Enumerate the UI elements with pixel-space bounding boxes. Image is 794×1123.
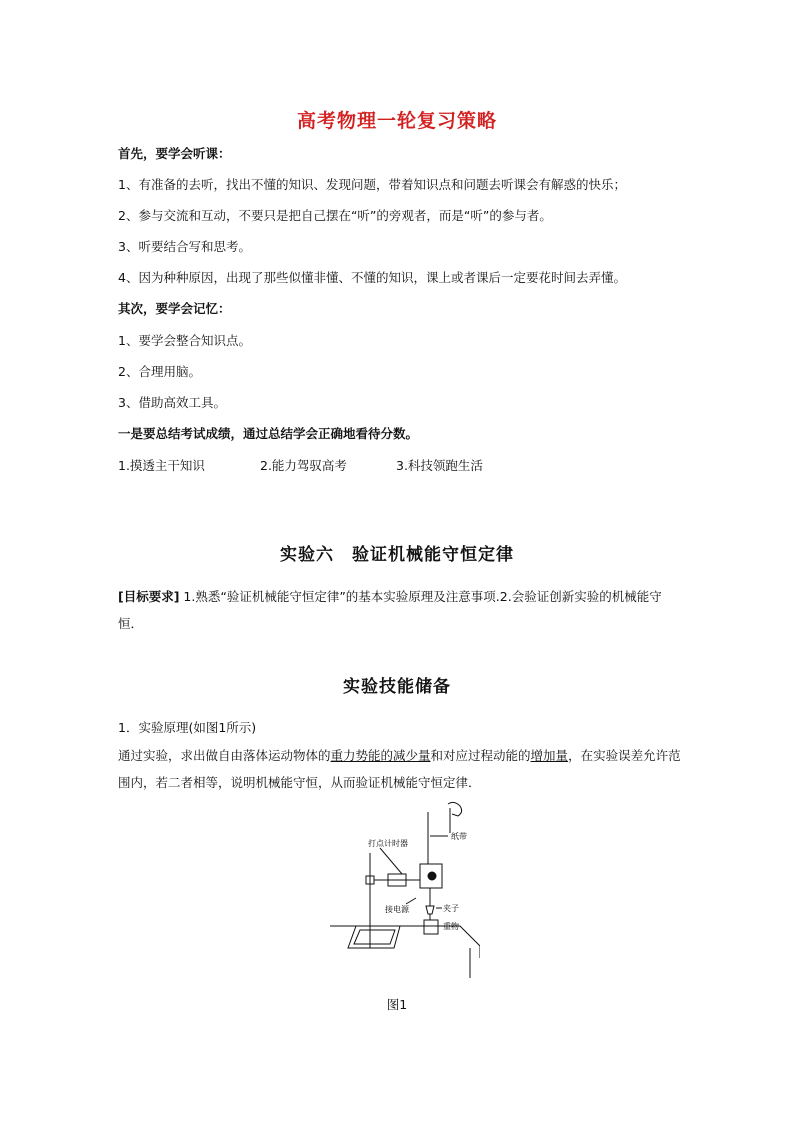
objective-paragraph bbox=[118, 583, 684, 637]
objective-text: 1.熟悉“验证机械能守恒定律”的基本实验原理及注意事项.2.会验证创新实验的机械能守恒． bbox=[118, 589, 662, 631]
principle-heading: 1．实验原理(如图1所示) bbox=[118, 720, 257, 735]
principle-text-c: ，在实验误差允许范围内，若二者相等，说明机械能守恒，从而验证机械能守恒定律． bbox=[118, 748, 681, 790]
page-title: 高考物理一轮复习策略 bbox=[296, 110, 497, 132]
section2-item-1: 1、要学会整合知识点。 bbox=[118, 333, 251, 348]
summary-line: 一是要总结考试成绩，通过总结学会正确地看待分数。 bbox=[118, 426, 419, 441]
skill-2: 2.能力驾驭高考 bbox=[260, 458, 347, 473]
objective-tag: [目标要求] bbox=[118, 589, 180, 604]
skills-heading: 实验技能储备 bbox=[343, 677, 451, 697]
principle-text-a: 通过实验，求出做自由落体运动物体的 bbox=[118, 748, 331, 763]
experiment-apparatus-figure bbox=[330, 798, 480, 988]
section2-item-2: 2、合理用脑。 bbox=[118, 364, 201, 379]
section1-item-3: 3、听要结合写和思考。 bbox=[118, 239, 251, 254]
label-power: 接电源 bbox=[385, 905, 409, 914]
section1-heading: 首先，要学会听课： bbox=[118, 146, 231, 161]
clip-icon bbox=[426, 906, 434, 914]
skill-1: 1.摸透主干知识 bbox=[118, 458, 205, 473]
section2-item-3: 3、借助高效工具。 bbox=[118, 395, 226, 410]
experiment-title: 实验六 验证机械能守恒定律 bbox=[280, 545, 514, 565]
label-tape: 纸带 bbox=[451, 832, 467, 841]
figure-caption: 图1 bbox=[386, 997, 408, 1012]
power-leader bbox=[406, 898, 416, 904]
principle-underline-2: 增加量 bbox=[530, 748, 569, 763]
label-weight: 重物 bbox=[443, 922, 459, 931]
principle-text bbox=[118, 742, 684, 796]
section1-item-4: 4、因为种种原因，出现了那些似懂非懂、不懂的知识，课上或者课后一定要花时间去弄懂。 bbox=[118, 270, 626, 285]
section1-item-2: 2、参与交流和互动，不要只是把自己摆在“听”的旁观者，而是“听”的参与者。 bbox=[118, 208, 552, 223]
label-timer: 打点计时器 bbox=[368, 839, 408, 848]
label-clip: 夹子 bbox=[443, 904, 459, 913]
section2-heading: 其次，要学会记忆： bbox=[118, 301, 231, 316]
section1-item-1: 1、有准备的去听，找出不懂的知识、发现问题，带着知识点和问题去听课会有解惑的快乐； bbox=[118, 177, 626, 192]
weight-block bbox=[424, 920, 438, 934]
base-inner bbox=[354, 930, 395, 944]
skill-3: 3.科技领跑生活 bbox=[396, 458, 483, 473]
timer-knob bbox=[428, 872, 436, 880]
principle-text-b: 和对应过程动能的 bbox=[430, 748, 531, 763]
principle-underline-1: 重力势能的减少量 bbox=[330, 748, 431, 763]
timer-leader bbox=[380, 848, 402, 874]
